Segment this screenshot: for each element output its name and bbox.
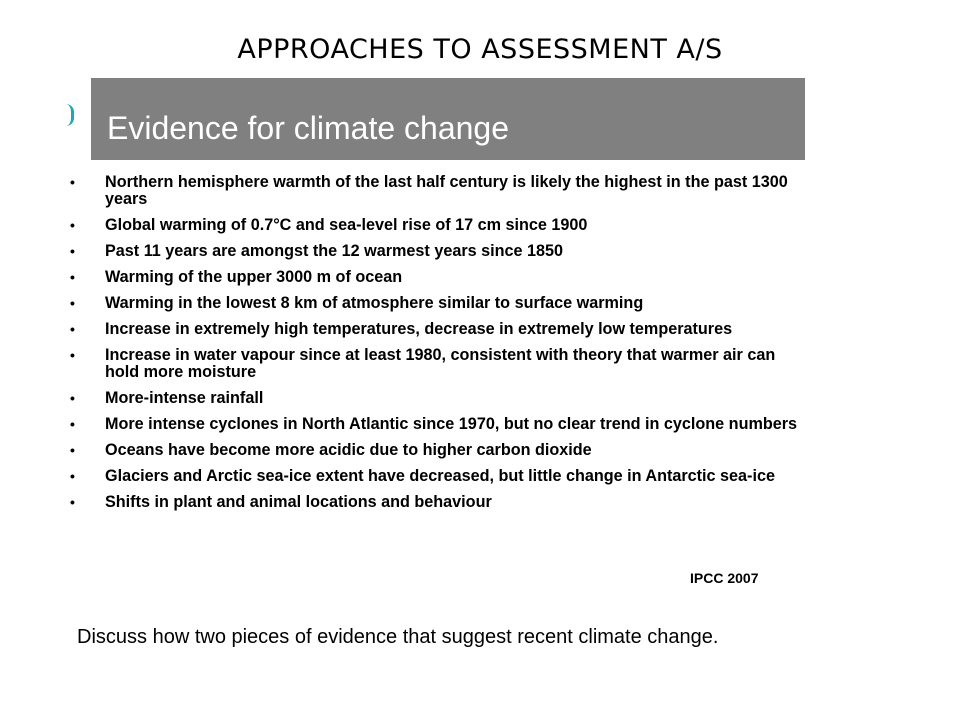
evidence-text: Past 11 years are amongst the 12 warmest years since 1850 [105,242,564,260]
list-item [70,295,810,312]
list-item [70,217,810,234]
list-item [70,468,810,485]
list-item [70,442,810,459]
evidence-list [70,174,810,520]
bullet-icon: • [70,347,75,363]
bullet-icon: • [70,468,75,484]
list-item [70,494,810,511]
evidence-text: Warming in the lowest 8 km of atmosphere similar to surface warming [105,294,644,312]
bullet-icon: • [70,295,75,311]
list-item [70,321,810,338]
bullet-icon: • [70,442,75,458]
list-item [70,347,810,381]
list-item [70,390,810,407]
decorative-clip-mark [66,104,74,126]
evidence-text: Glaciers and Arctic sea-ice extent have decreased, but little change in Antarctic sea-ice [105,467,775,485]
evidence-text: More-intense rainfall [105,389,264,407]
banner-title: Evidence for climate change [107,110,509,146]
bullet-icon: • [70,416,75,432]
bullet-icon: • [70,243,75,259]
evidence-text: Increase in water vapour since at least 1980, consistent with theory that warmer air can hold more moisture [105,346,776,381]
source-citation: IPCC 2007 [690,570,759,586]
evidence-text: Oceans have become more acidic due to higher carbon dioxide [105,441,592,459]
list-item [70,416,810,433]
slide-title: APPROACHES TO ASSESSMENT A/S [237,34,723,65]
bullet-icon: • [70,174,75,190]
evidence-text: Warming of the upper 3000 m of ocean [105,268,403,286]
discussion-question: Discuss how two pieces of evidence that suggest recent climate change. [77,626,719,648]
list-item [70,269,810,286]
evidence-text: Global warming of 0.7°C and sea-level rise of 17 cm since 1900 [105,216,588,234]
list-item [70,243,810,260]
bullet-icon: • [70,390,75,406]
evidence-text: Shifts in plant and animal locations and behaviour [105,493,492,511]
bullet-icon: • [70,269,75,285]
evidence-text: Northern hemisphere warmth of the last half century is likely the highest in the past 1300 years [105,173,788,208]
bullet-icon: • [70,494,75,510]
bullet-icon: • [70,217,75,233]
list-item [70,174,810,208]
evidence-banner [91,78,805,160]
bullet-icon: • [70,321,75,337]
evidence-text: More intense cyclones in North Atlantic since 1970, but no clear trend in cyclone numbers [105,415,798,433]
evidence-text: Increase in extremely high temperatures, decrease in extremely low temperatures [105,320,733,338]
